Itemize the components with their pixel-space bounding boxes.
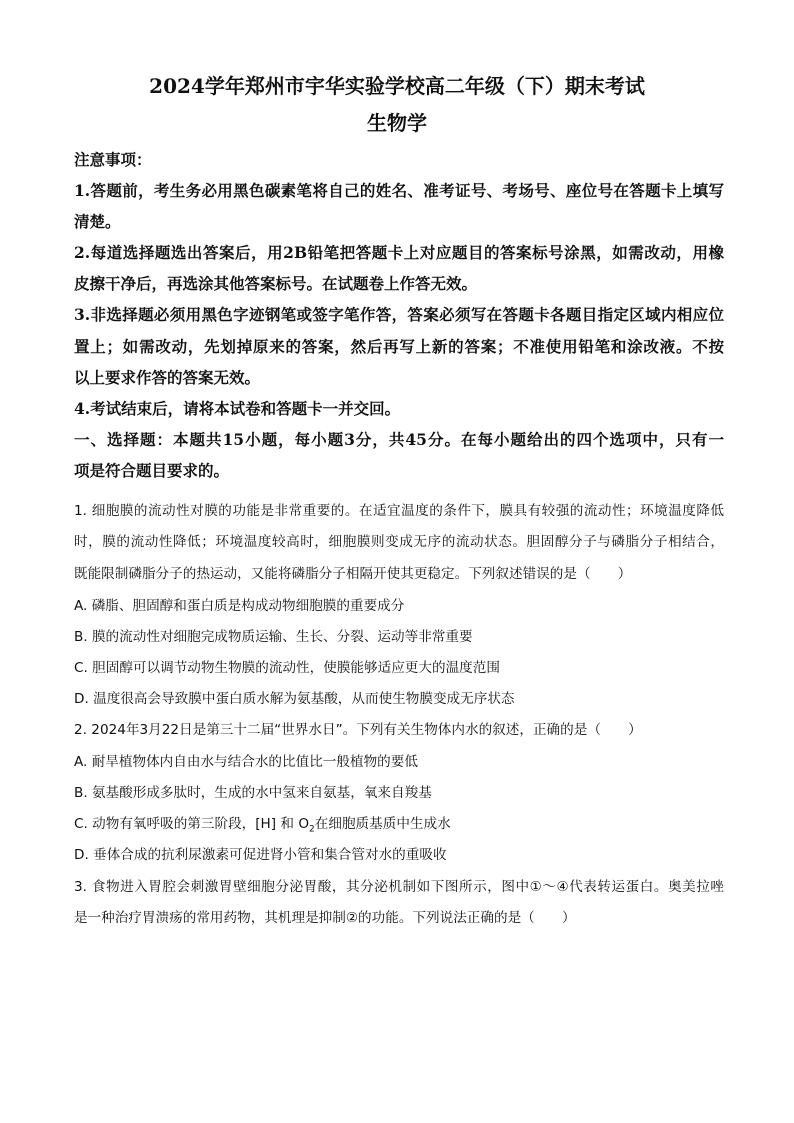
q1-stem-line-3: 既能限制磷脂分子的热运动，又能将磷脂分子相隔开使其更稳定。下列叙述错误的是（ ） (74, 566, 632, 582)
q3-stem-line-2: 是一种治疗胃溃疡的常用药物，其机理是抑制②的功能。下列说法正确的是（ ） (74, 910, 576, 926)
section-1-heading-line-1: 一、选择题：本题共15小题，每小题3分，共45分。在每小题给出的四个选项中，只有一 (74, 430, 724, 449)
q2-option-c-subscript: 2 (309, 824, 315, 833)
notice-heading: 注意事项： (74, 150, 152, 169)
q1-stem-line-2: 时，膜的流动性降低；环境温度较高时，细胞膜则变成无序的流动状态。胆固醇分子与磷脂分子相结合， (74, 534, 724, 550)
notice-item-3-line-3: 以上要求作答的答案无效。 (74, 368, 261, 387)
q1-stem-line-1: 1. 细胞膜的流动性对膜的功能是非常重要的。在适宜温度的条件下，膜具有较强的流动性；环境温度降低 (74, 503, 724, 519)
q2-option-d: D. 垂体合成的抗利尿激素可促进肾小管和集合管对水的重吸收 (74, 847, 447, 863)
exam-subject: 生物学 (367, 111, 427, 135)
notice-item-3-line-1: 3.非选择题必须用黑色字迹钢笔或签字笔作答，答案必须写在答题卡各题目指定区域内相应位 (74, 305, 724, 324)
q1-option-b: B. 膜的流动性对细胞完成物质运输、生长、分裂、运动等非常重要 (74, 629, 473, 645)
notice-item-1-line-2: 清楚。 (74, 212, 121, 231)
notice-item-4-line-1: 4.考试结束后，请将本试卷和答题卡一并交回。 (74, 399, 401, 418)
q3-stem-line-1: 3. 食物进入胃腔会刺激胃壁细胞分泌胃酸，其分泌机制如下图所示，图中①～④代表转运蛋白。奥美拉唑 (74, 879, 724, 895)
section-1-heading-line-2: 项是符合题目要求的。 (74, 461, 230, 480)
notice-item-1-line-1: 1.答题前，考生务必用黑色碳素笔将自己的姓名、准考证号、考场号、座位号在答题卡上填写 (74, 181, 724, 200)
q2-option-c-text-after: 在细胞质基质中生成水 (314, 816, 451, 832)
notice-item-2-line-1: 2.每道选择题选出答案后，用2B铅笔把答题卡上对应题目的答案标号涂黑，如需改动，用橡 (74, 243, 724, 262)
notice-item-2-line-2: 皮擦干净后，再选涂其他答案标号。在试题卷上作答无效。 (74, 274, 478, 293)
q2-option-a: A. 耐旱植物体内自由水与结合水的比值比一般植物的要低 (74, 754, 418, 770)
q1-option-c: C. 胆固醇可以调节动物生物膜的流动性，使膜能够适应更大的温度范围 (74, 660, 500, 676)
exam-title: 2024学年郑州市宇华实验学校高二年级（下）期末考试 (149, 74, 645, 98)
notice-item-3-line-2: 置上；如需改动，先划掉原来的答案，然后再写上新的答案；不准使用铅笔和涂改液。不按 (74, 337, 724, 356)
q1-option-a: A. 磷脂、胆固醇和蛋白质是构成动物细胞膜的重要成分 (74, 598, 405, 614)
q2-option-b: B. 氨基酸形成多肽时，生成的水中氢来自氨基，氧来自羧基 (74, 785, 432, 801)
q2-stem: 2. 2024年3月22日是第三十二届“世界水日”。下列有关生物体内水的叙述，正确的是（ ） (74, 722, 642, 738)
q2-option-c-text-before: C. 动物有氧呼吸的第三阶段，[H] 和 O (74, 816, 310, 832)
q1-option-d: D. 温度很高会导致膜中蛋白质水解为氨基酸，从而使生物膜变成无序状态 (74, 691, 515, 707)
q2-option-c (74, 815, 724, 833)
